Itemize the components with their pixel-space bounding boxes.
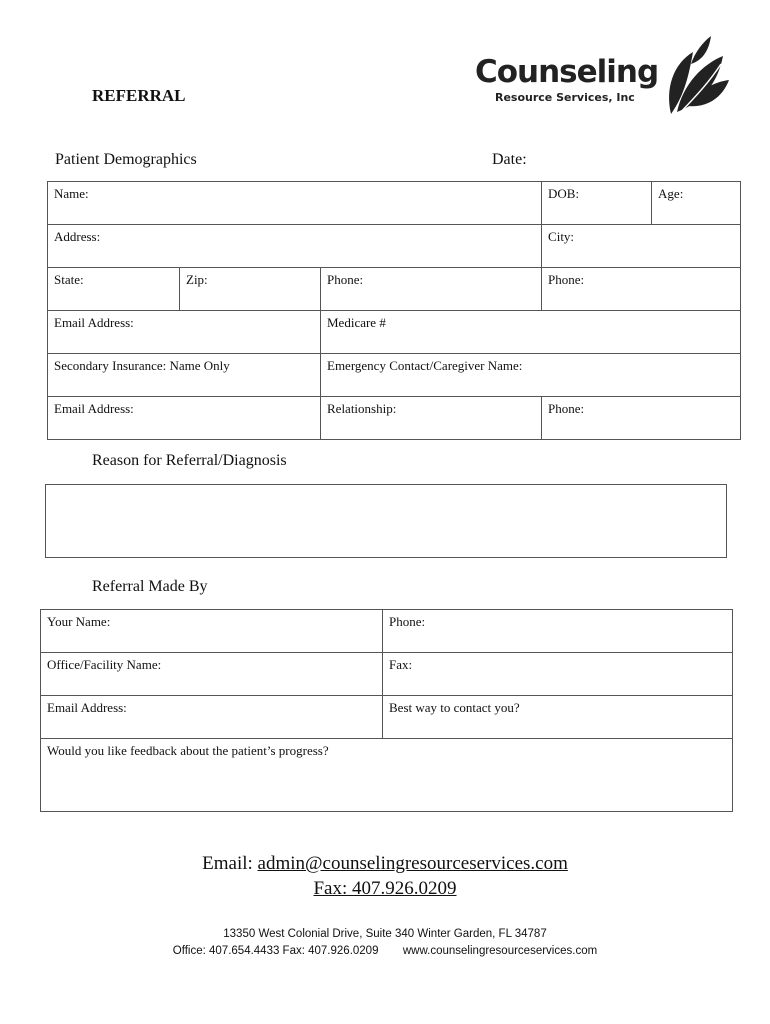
referral-table: [40, 609, 733, 812]
contact-email-line: [0, 853, 770, 875]
phone-field-2[interactable]: Phone:: [542, 268, 741, 311]
secondary-insurance-field[interactable]: Secondary Insurance: Name Only: [48, 354, 321, 397]
office-field[interactable]: Office/Facility Name:: [41, 653, 383, 696]
best-contact-field[interactable]: Best way to contact you?: [383, 696, 733, 739]
emergency-phone-field[interactable]: Phone:: [542, 397, 741, 440]
relationship-field[interactable]: Relationship:: [321, 397, 542, 440]
fax-field[interactable]: Fax:: [383, 653, 733, 696]
feedback-field[interactable]: Would you like feedback about the patient’s progress?: [41, 739, 733, 812]
name-field[interactable]: Name:: [48, 182, 542, 225]
phone-field[interactable]: Phone:: [321, 268, 542, 311]
date-label: Date:: [492, 151, 527, 168]
footer-contact: [0, 945, 770, 957]
referrer-email-field[interactable]: Email Address:: [41, 696, 383, 739]
email-link[interactable]: admin@counselingresourceservices.com: [257, 853, 568, 874]
address-field[interactable]: Address:: [48, 225, 542, 268]
demographics-table: [47, 181, 741, 440]
footer-website[interactable]: www.counselingresourceservices.com: [402, 945, 598, 957]
email-prefix: Email:: [202, 853, 253, 874]
zip-field[interactable]: Zip:: [180, 268, 321, 311]
referrer-phone-field[interactable]: Phone:: [383, 610, 733, 653]
emergency-email-field[interactable]: Email Address:: [48, 397, 321, 440]
your-name-field[interactable]: Your Name:: [41, 610, 383, 653]
page-title: REFERRAL: [92, 86, 186, 105]
email-field[interactable]: Email Address:: [48, 311, 321, 354]
reason-textarea[interactable]: [45, 484, 727, 558]
footer-office: Office: 407.654.4433 Fax: 407.926.0209: [172, 945, 379, 957]
dob-field[interactable]: DOB:: [542, 182, 652, 225]
contact-fax-line: [0, 878, 770, 900]
logo-sub-text: Resource Services, Inc: [495, 91, 635, 104]
age-field[interactable]: Age:: [652, 182, 741, 225]
city-field[interactable]: City:: [542, 225, 741, 268]
fax-link[interactable]: Fax: 407.926.0209: [313, 878, 457, 899]
state-field[interactable]: State:: [48, 268, 180, 311]
company-logo: [475, 34, 735, 124]
logo-main-text: Counseling: [475, 54, 659, 90]
referral-heading: Referral Made By: [92, 578, 208, 595]
reason-heading: Reason for Referral/Diagnosis: [92, 452, 287, 469]
medicare-field[interactable]: Medicare #: [321, 311, 741, 354]
footer-address: 13350 West Colonial Drive, Suite 340 Winter Garden, FL 34787: [223, 928, 547, 940]
demographics-heading: Patient Demographics: [55, 151, 197, 168]
emergency-contact-field[interactable]: Emergency Contact/Caregiver Name:: [321, 354, 741, 397]
leaf-icon: [663, 34, 733, 119]
